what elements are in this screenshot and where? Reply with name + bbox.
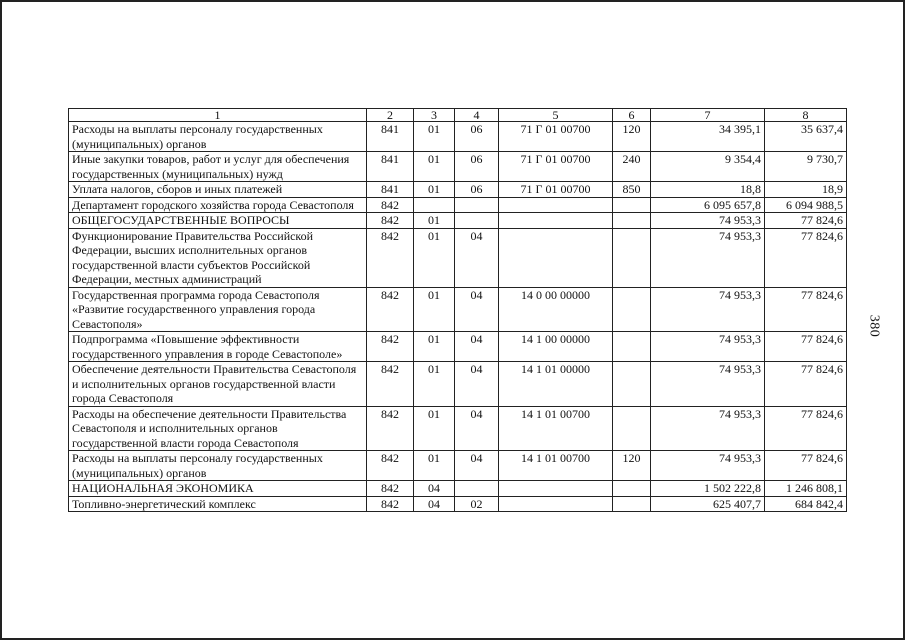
subsection-code: 04 bbox=[455, 228, 499, 287]
dept-code: 842 bbox=[367, 287, 414, 332]
section-code: 01 bbox=[414, 122, 455, 152]
target-article bbox=[499, 197, 613, 213]
amount-year-2: 77 824,6 bbox=[765, 406, 847, 451]
subsection-code: 06 bbox=[455, 182, 499, 198]
row-name: Топливно-энергетический комплекс bbox=[69, 496, 367, 512]
section-code: 01 bbox=[414, 332, 455, 362]
row-name: Расходы на выплаты персоналу государственных (муниципальных) органов bbox=[69, 122, 367, 152]
amount-year-1: 74 953,3 bbox=[651, 213, 765, 229]
dept-code: 842 bbox=[367, 362, 414, 407]
table-row bbox=[69, 481, 847, 497]
expense-type bbox=[613, 332, 651, 362]
target-article: 71 Г 01 00700 bbox=[499, 152, 613, 182]
dept-code: 842 bbox=[367, 496, 414, 512]
dept-code: 842 bbox=[367, 213, 414, 229]
amount-year-1: 34 395,1 bbox=[651, 122, 765, 152]
dept-code: 842 bbox=[367, 332, 414, 362]
amount-year-2: 1 246 808,1 bbox=[765, 481, 847, 497]
row-name: Государственная программа города Севастополя «Развитие государственного управления города Севастополя» bbox=[69, 287, 367, 332]
target-article bbox=[499, 496, 613, 512]
header-cell: 4 bbox=[455, 109, 499, 122]
target-article: 14 1 01 00700 bbox=[499, 451, 613, 481]
amount-year-1: 74 953,3 bbox=[651, 362, 765, 407]
dept-code: 842 bbox=[367, 481, 414, 497]
dept-code: 842 bbox=[367, 228, 414, 287]
amount-year-1: 9 354,4 bbox=[651, 152, 765, 182]
dept-code: 841 bbox=[367, 152, 414, 182]
expense-type bbox=[613, 228, 651, 287]
table-row bbox=[69, 451, 847, 481]
table-row bbox=[69, 332, 847, 362]
amount-year-2: 77 824,6 bbox=[765, 451, 847, 481]
amount-year-2: 77 824,6 bbox=[765, 213, 847, 229]
section-code: 01 bbox=[414, 362, 455, 407]
expense-type bbox=[613, 362, 651, 407]
row-name: Департамент городского хозяйства города Севастополя bbox=[69, 197, 367, 213]
amount-year-1: 74 953,3 bbox=[651, 451, 765, 481]
amount-year-2: 18,9 bbox=[765, 182, 847, 198]
amount-year-1: 18,8 bbox=[651, 182, 765, 198]
row-name: ОБЩЕГОСУДАРСТВЕННЫЕ ВОПРОСЫ bbox=[69, 213, 367, 229]
target-article bbox=[499, 228, 613, 287]
table-row bbox=[69, 362, 847, 407]
expense-type bbox=[613, 406, 651, 451]
amount-year-2: 684 842,4 bbox=[765, 496, 847, 512]
subsection-code: 02 bbox=[455, 496, 499, 512]
subsection-code bbox=[455, 481, 499, 497]
expense-type: 120 bbox=[613, 451, 651, 481]
header-cell: 5 bbox=[499, 109, 613, 122]
row-name: Расходы на выплаты персоналу государственных (муниципальных) органов bbox=[69, 451, 367, 481]
target-article: 71 Г 01 00700 bbox=[499, 122, 613, 152]
amount-year-1: 74 953,3 bbox=[651, 228, 765, 287]
subsection-code: 04 bbox=[455, 406, 499, 451]
budget-table bbox=[68, 108, 847, 512]
header-cell: 6 bbox=[613, 109, 651, 122]
target-article: 71 Г 01 00700 bbox=[499, 182, 613, 198]
amount-year-2: 77 824,6 bbox=[765, 287, 847, 332]
amount-year-2: 77 824,6 bbox=[765, 228, 847, 287]
header-cell: 8 bbox=[765, 109, 847, 122]
section-code: 04 bbox=[414, 496, 455, 512]
table-row bbox=[69, 406, 847, 451]
dept-code: 842 bbox=[367, 451, 414, 481]
header-cell: 2 bbox=[367, 109, 414, 122]
row-name: Подпрограмма «Повышение эффективности государственного управления в городе Севастополе» bbox=[69, 332, 367, 362]
target-article bbox=[499, 481, 613, 497]
expense-type bbox=[613, 496, 651, 512]
row-name: Уплата налогов, сборов и иных платежей bbox=[69, 182, 367, 198]
amount-year-1: 74 953,3 bbox=[651, 332, 765, 362]
subsection-code bbox=[455, 197, 499, 213]
subsection-code: 06 bbox=[455, 122, 499, 152]
amount-year-1: 625 407,7 bbox=[651, 496, 765, 512]
expense-type bbox=[613, 287, 651, 332]
amount-year-2: 35 637,4 bbox=[765, 122, 847, 152]
table-row bbox=[69, 152, 847, 182]
amount-year-2: 77 824,6 bbox=[765, 332, 847, 362]
section-code: 01 bbox=[414, 406, 455, 451]
row-name: Иные закупки товаров, работ и услуг для обеспечения государственных (муниципальных) нужд bbox=[69, 152, 367, 182]
page-number: 380 bbox=[866, 314, 882, 338]
table-row bbox=[69, 287, 847, 332]
dept-code: 841 bbox=[367, 182, 414, 198]
section-code: 01 bbox=[414, 287, 455, 332]
section-code: 01 bbox=[414, 451, 455, 481]
header-cell: 3 bbox=[414, 109, 455, 122]
section-code: 04 bbox=[414, 481, 455, 497]
expense-type: 240 bbox=[613, 152, 651, 182]
expense-type bbox=[613, 213, 651, 229]
expense-type: 120 bbox=[613, 122, 651, 152]
target-article: 14 1 00 00000 bbox=[499, 332, 613, 362]
subsection-code: 04 bbox=[455, 362, 499, 407]
section-code: 01 bbox=[414, 182, 455, 198]
amount-year-1: 74 953,3 bbox=[651, 287, 765, 332]
section-code bbox=[414, 197, 455, 213]
row-name: Функционирование Правительства Российской Федерации, высших исполнительных органов государственной власти субъектов Российской Федерации, местных администраций bbox=[69, 228, 367, 287]
subsection-code: 04 bbox=[455, 451, 499, 481]
header-cell: 1 bbox=[69, 109, 367, 122]
amount-year-2: 77 824,6 bbox=[765, 362, 847, 407]
amount-year-1: 1 502 222,8 bbox=[651, 481, 765, 497]
header-cell: 7 bbox=[651, 109, 765, 122]
expense-type bbox=[613, 481, 651, 497]
subsection-code: 04 bbox=[455, 332, 499, 362]
row-name: Расходы на обеспечение деятельности Правительства Севастополя и исполнительных органов государственной власти города Севастополя bbox=[69, 406, 367, 451]
table-row bbox=[69, 228, 847, 287]
row-name: НАЦИОНАЛЬНАЯ ЭКОНОМИКА bbox=[69, 481, 367, 497]
subsection-code: 04 bbox=[455, 287, 499, 332]
target-article: 14 1 01 00700 bbox=[499, 406, 613, 451]
target-article bbox=[499, 213, 613, 229]
table-row bbox=[69, 197, 847, 213]
expense-type bbox=[613, 197, 651, 213]
table-row bbox=[69, 496, 847, 512]
subsection-code bbox=[455, 213, 499, 229]
row-name: Обеспечение деятельности Правительства Севастополя и исполнительных органов государственной власти города Севастополя bbox=[69, 362, 367, 407]
table-row bbox=[69, 213, 847, 229]
amount-year-2: 6 094 988,5 bbox=[765, 197, 847, 213]
table-row bbox=[69, 182, 847, 198]
expense-type: 850 bbox=[613, 182, 651, 198]
table-row bbox=[69, 122, 847, 152]
section-code: 01 bbox=[414, 228, 455, 287]
subsection-code: 06 bbox=[455, 152, 499, 182]
amount-year-1: 6 095 657,8 bbox=[651, 197, 765, 213]
table-header-row bbox=[69, 109, 847, 122]
dept-code: 842 bbox=[367, 197, 414, 213]
dept-code: 842 bbox=[367, 406, 414, 451]
amount-year-2: 9 730,7 bbox=[765, 152, 847, 182]
amount-year-1: 74 953,3 bbox=[651, 406, 765, 451]
section-code: 01 bbox=[414, 152, 455, 182]
dept-code: 841 bbox=[367, 122, 414, 152]
section-code: 01 bbox=[414, 213, 455, 229]
target-article: 14 0 00 00000 bbox=[499, 287, 613, 332]
target-article: 14 1 01 00000 bbox=[499, 362, 613, 407]
